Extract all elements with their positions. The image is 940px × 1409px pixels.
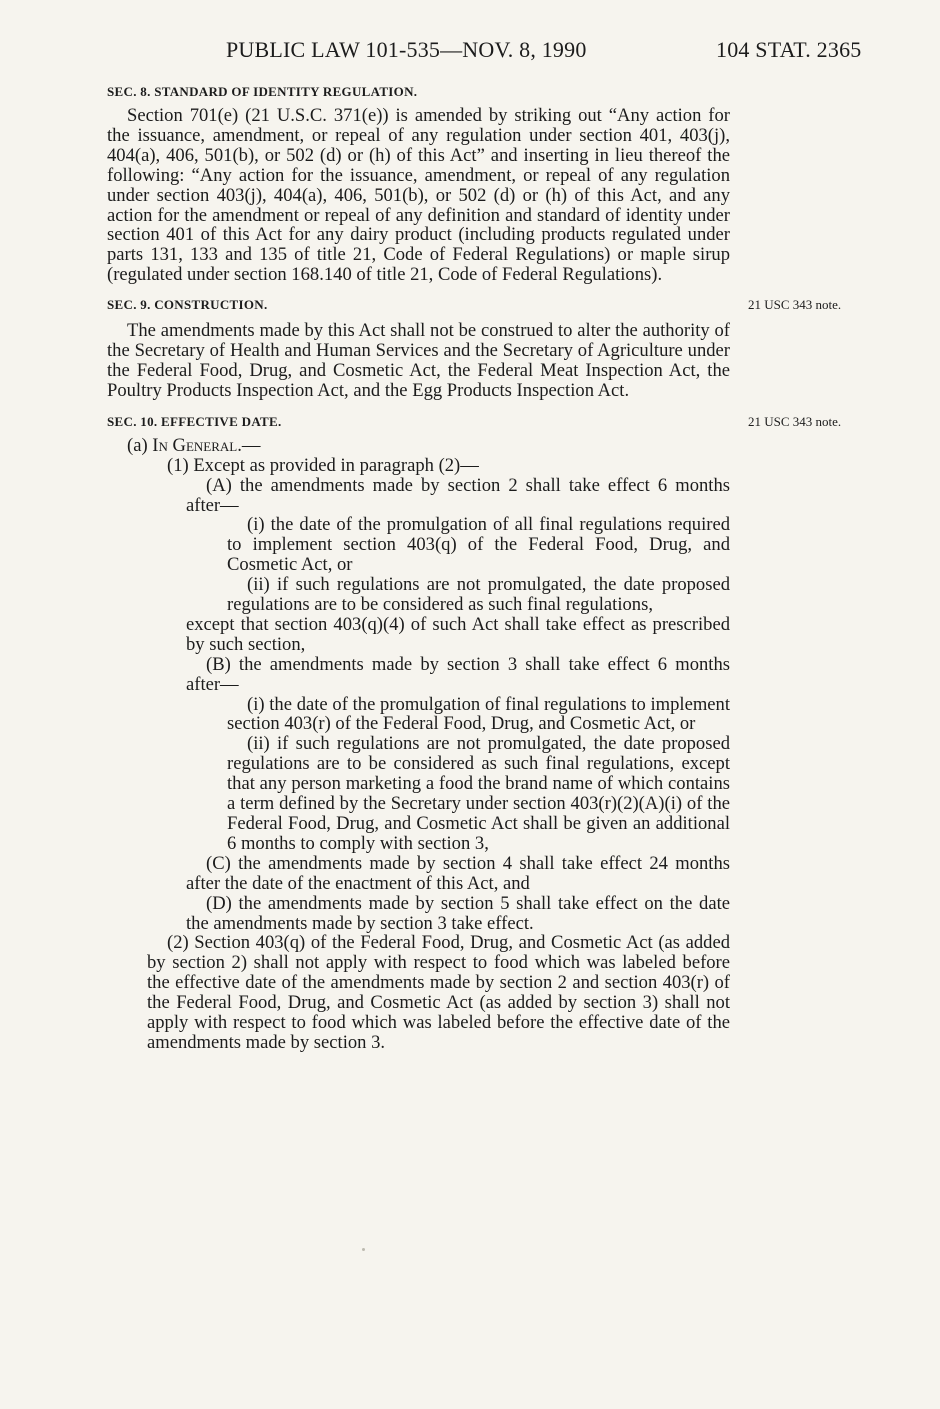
- clause-b-i: (i) the date of the promulgation of final regulations to implement section 403(r) of the Federal Food, Drug, and Cosmetic Act, or: [227, 693, 730, 735]
- subparagraph-d: (D) the amendments made by section 5 shall take effect on the date the amendments made by section 3 take effect.: [186, 892, 730, 934]
- subparagraph-c: (C) the amendments made by section 4 shall take effect 24 months after the date of the enactment of this Act, and: [186, 852, 730, 894]
- statute-page-number: 104 STAT. 2365: [716, 37, 862, 62]
- subparagraph-a-tail: except that section 403(q)(4) of such Act shall take effect as prescribed by such section,: [186, 613, 730, 655]
- scan-speck: [362, 1248, 365, 1251]
- sec9-margin-note: 21 USC 343 note.: [748, 297, 842, 313]
- paragraph-2: (2) Section 403(q) of the Federal Food, Drug, and Cosmetic Act (as added by section 2) shall not apply with respect to food which was labeled before the effective date of the amendments made by section 2 and section 403(r) of the Federal Food, Drug, and Cosmetic Act (as added by section 3) shall not apply with respect to food which was labeled before the effective date of the amendments made by section 3.: [147, 932, 730, 1053]
- sec10-heading: SEC. 10. EFFECTIVE DATE. 21 USC 343 note.: [107, 413, 730, 431]
- sec8-heading: SEC. 8. STANDARD OF IDENTITY REGULATION.: [107, 84, 418, 99]
- paragraph-1: (1) Except as provided in paragraph (2)—: [167, 454, 479, 476]
- subparagraph-b: (B) the amendments made by section 3 shall take effect 6 months after—: [186, 653, 730, 695]
- subparagraph-a: (A) the amendments made by section 2 shall take effect 6 months after—: [186, 474, 730, 516]
- running-head: [0, 37, 940, 67]
- sec10-margin-note: 21 USC 343 note.: [748, 413, 842, 429]
- clause-a-i: (i) the date of the promulgation of all final regulations required to implement section 403(q) of the Federal Food, Drug, and Cosmetic Act, or: [227, 514, 730, 576]
- public-law-title: PUBLIC LAW 101-535—NOV. 8, 1990: [226, 37, 587, 62]
- clause-a-ii: (ii) if such regulations are not promulgated, the date proposed regulations are to be considered as such final regulations,: [227, 574, 730, 616]
- sec9-heading: SEC. 9. CONSTRUCTION. 21 USC 343 note.: [107, 296, 730, 314]
- subsection-a: (a) In General.—: [127, 434, 261, 456]
- clause-b-ii: (ii) if such regulations are not promulgated, the date proposed regulations are to be considered as such final regulations, except that any person marketing a food the brand name of which contains a term defined by the Secretary under section 403(r)(2)(A)(i) of the Federal Food, Drug, and Cosmetic Act shall be given an additional 6 months to comply with section 3,: [227, 733, 730, 854]
- subsection-a-caption: In General: [152, 434, 238, 456]
- text-column: [107, 83, 842, 1053]
- sec8-body: Section 701(e) (21 U.S.C. 371(e)) is amended by striking out “Any action for the issuance, amendment, or repeal of any regulation under section 401, 403(j), 404(a), 406, 501(b), or 502 (d) or (h) of this Act” and inserting in lieu thereof the following: “Any action for the issuance, amendment, or repeal of any regulation under section 403(j), 404(a), 406, 501(b), or 502 (d) or (h) of this Act, and any action for the amendment or repeal of any definition and standard of identity under section 401 of this Act for any dairy product (including products regulated under parts 131, 133 and 135 of title 21, Code of Federal Regulations) or maple sirup (regulated under section 168.140 of title 21, Code of Federal Regulations).: [107, 105, 730, 286]
- sec9-body: The amendments made by this Act shall not be construed to alter the authority of the Secretary of Health and Human Services and the Secretary of Agriculture under the Federal Food, Drug, and Cosmetic Act, the Federal Meat Inspection Act, the Poultry Products Inspection Act, and the Egg Products Inspection Act.: [107, 320, 730, 401]
